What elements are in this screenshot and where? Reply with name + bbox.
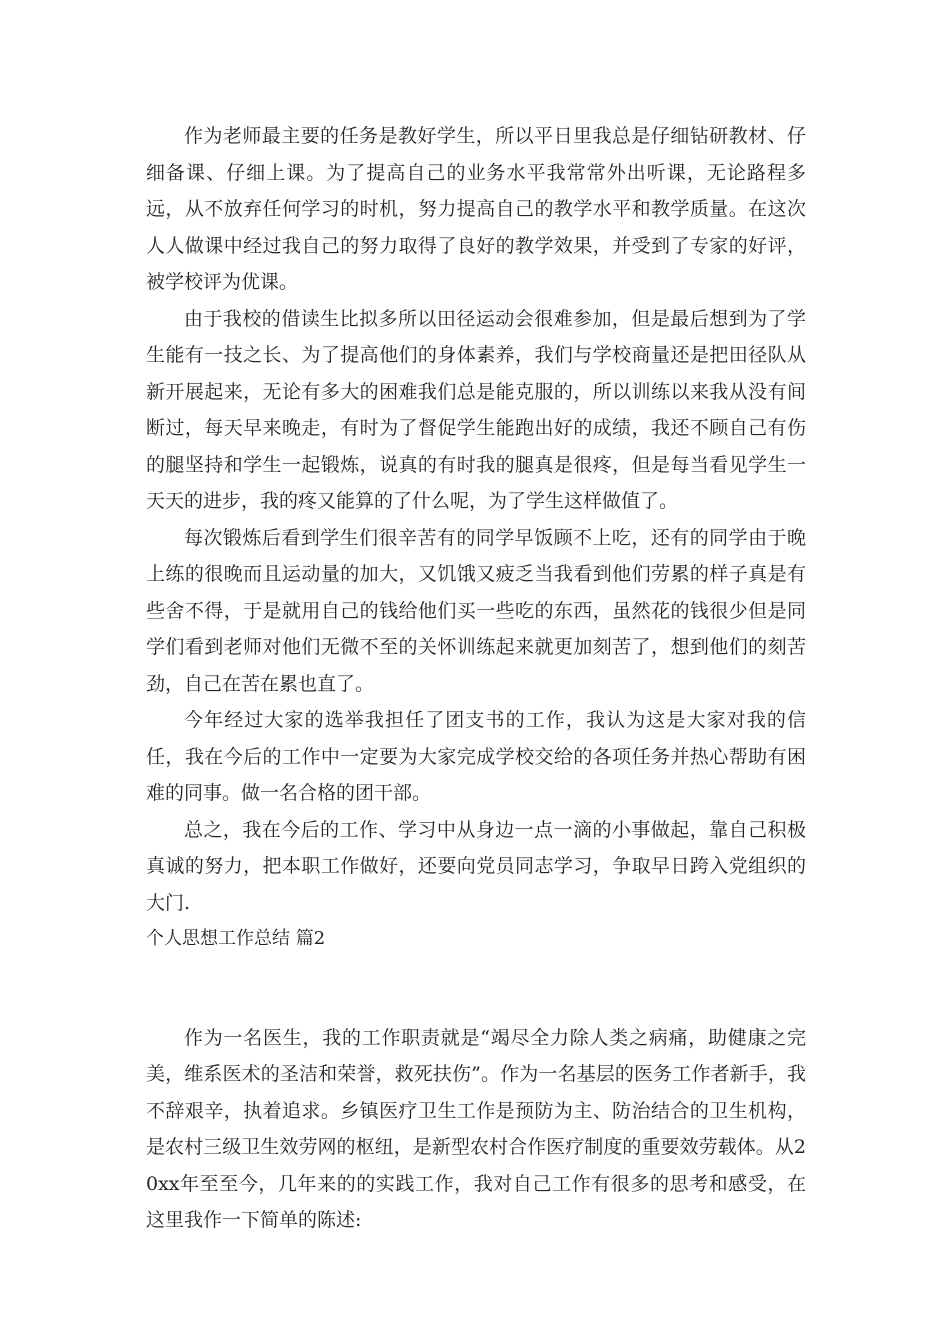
paragraph-conclusion: 总之，我在今后的工作、学习中从身边一点一滴的小事做起，靠自己积极真诚的努力，把本职工作做好，还要向党员同志学习，争取早日跨入党组织的大门. bbox=[146, 818, 806, 914]
section-spacer bbox=[146, 958, 806, 1020]
paragraph-league-secretary: 今年经过大家的选举我担任了团支书的工作，我认为这是大家对我的信任，我在今后的工作中一定要为大家完成学校交给的各项任务并热心帮助有困难的同事。做一名合格的团干部。 bbox=[146, 709, 806, 804]
paragraph-student-care: 每次锻炼后看到学生们很辛苦有的同学早饭顾不上吃，还有的同学由于晚上练的很晚而且运动量的加大，又饥饿又疲乏当我看到他们劳累的样子真是有些舍不得，于是就用自己的钱给他们买一些吃的东西，虽然花的钱很少但是同学们看到老师对他们无微不至的关怀训练起来就更加刻苦了，想到他们的刻苦劲，自己在苦在累也直了。 bbox=[146, 526, 806, 695]
paragraph-track-team: 由于我校的借读生比拟多所以田径运动会很难参加，但是最后想到为了学生能有一技之长、为了提高他们的身体素养，我们与学校商量还是把田径队从新开展起来，无论有多大的困难我们总是能克服的，所以训练以来我从没有间断过，每天早来晚走，有时为了督促学生能跑出好的成绩，我还不顾自己有伤的腿坚持和学生一起锻炼，说真的有时我的腿真是很疼，但是每当看见学生一天天的进步，我的疼又能算的了什么呢，为了学生这样做值了。 bbox=[146, 307, 806, 512]
section-heading: 个人思想工作总结 篇2 bbox=[146, 928, 326, 949]
paragraph-doctor-duties: 作为一名医生，我的工作职责就是“竭尽全力除人类之病痛，助健康之完美，维系医术的圣洁和荣誉，救死扶伤”。作为一名基层的医务工作者新手，我不辞艰辛，执着追求。乡镇医疗卫生工作是预防为主、防治结合的卫生机构，是农村三级卫生效劳网的枢纽，是新型农村合作医疗制度的重要效劳载体。从20xx年至至今，几年来的的实践工作，我对自己工作有很多的思考和感受，在这里我作一下简单的陈述: bbox=[146, 1026, 806, 1231]
paragraph-teaching-duties: 作为老师最主要的任务是教好学生，所以平日里我总是仔细钻研教材、仔细备课、仔细上课。为了提高自己的业务水平我常常外出听课，无论路程多远，从不放弃任何学习的时机，努力提高自己的教学水平和教学质量。在这次人人做课中经过我自己的努力取得了良好的教学效果，并受到了专家的好评，被学校评为优课。 bbox=[146, 125, 806, 293]
document-page bbox=[146, 118, 806, 1239]
